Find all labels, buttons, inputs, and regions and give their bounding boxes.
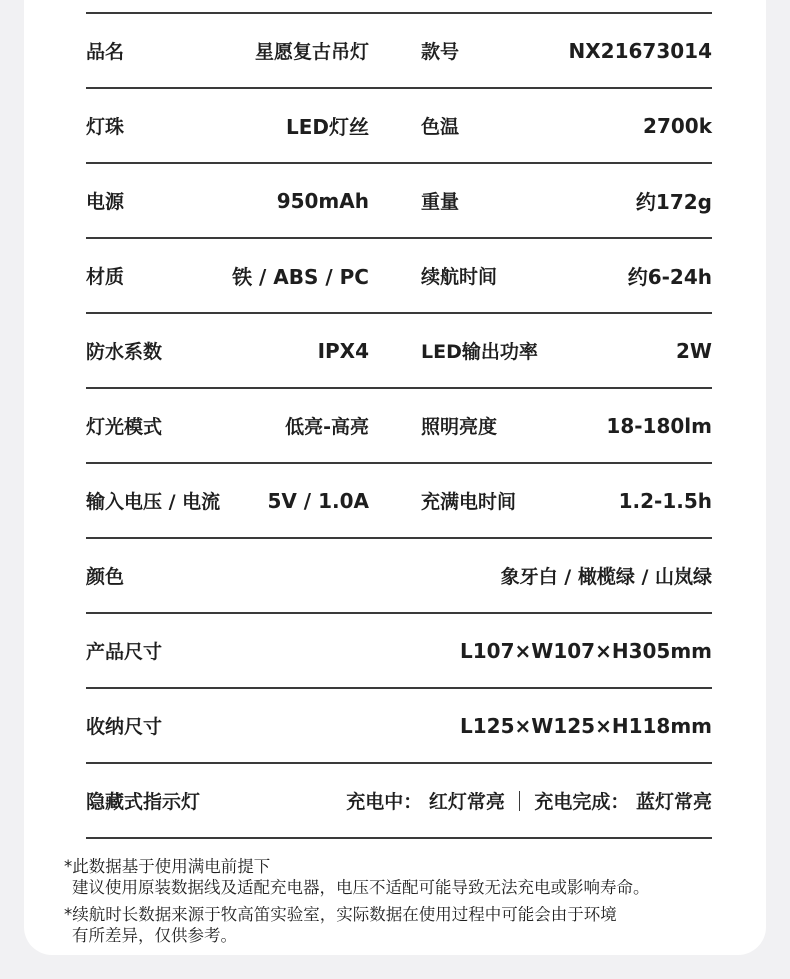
spec-value-color: 象牙白 / 橄榄绿 / 山岚绿 <box>500 566 712 588</box>
spec-label-power-source: 电源 <box>86 191 125 213</box>
spec-value-power-source: 950mAh <box>276 188 369 213</box>
spec-label-input: 输入电压 / 电流 <box>86 491 221 513</box>
spec-value-light-mode: 低亮-高亮 <box>285 416 369 438</box>
footnote <box>64 904 744 946</box>
spec-cell <box>421 261 712 290</box>
spec-cell <box>86 787 712 814</box>
spec-cell <box>421 37 712 64</box>
spec-value-color-temp: 2700k <box>643 113 712 138</box>
spec-label-product-size: 产品尺寸 <box>86 641 163 663</box>
spec-row-color <box>86 539 712 614</box>
spec-value-product-name: 星愿复古吊灯 <box>254 41 369 63</box>
spec-label-runtime: 续航时间 <box>421 266 498 288</box>
spec-row <box>86 164 712 239</box>
indicator-charging: 充电中： 红灯常亮 <box>346 791 505 813</box>
spec-row <box>86 314 712 389</box>
spec-table <box>86 12 712 839</box>
spec-label-storage-size: 收纳尺寸 <box>86 716 163 738</box>
spec-cell <box>86 562 712 589</box>
spec-cell <box>421 412 712 439</box>
spec-value-runtime: 约6-24h <box>627 265 712 289</box>
spec-cell <box>86 337 369 364</box>
spec-row <box>86 389 712 464</box>
spec-cell <box>421 487 712 514</box>
spec-value-waterproof: IPX4 <box>317 338 369 363</box>
spec-value-charge-time: 1.2-1.5h <box>618 488 712 513</box>
spec-cell <box>86 261 369 290</box>
spec-label-bulb: 灯珠 <box>86 116 125 138</box>
spec-label-brightness: 照明亮度 <box>421 416 498 438</box>
footnote-line: *此数据基于使用满电前提下 <box>64 857 271 876</box>
spec-row <box>86 464 712 539</box>
spec-cell <box>86 187 369 214</box>
spec-label-waterproof: 防水系数 <box>86 341 163 363</box>
spec-label-model: 款号 <box>421 41 460 63</box>
spec-row-product-size <box>86 614 712 689</box>
spec-label-color-temp: 色温 <box>421 116 460 138</box>
spec-cell <box>421 112 712 139</box>
spec-value-storage-size: L125×W125×H118mm <box>460 713 712 738</box>
spec-value-weight: 约172g <box>635 190 712 214</box>
spec-row <box>86 14 712 89</box>
spec-label-weight: 重量 <box>421 191 460 213</box>
footnote-line: *续航时长数据来源于牧高笛实验室，实际数据在使用过程中可能会由于环境 <box>64 905 617 924</box>
spec-label-led-power: LED输出功率 <box>421 341 538 363</box>
spec-value-product-size: L107×W107×H305mm <box>460 638 712 663</box>
footnote-line: 有所差异，仅供参考。 <box>72 926 237 945</box>
spec-row-storage-size <box>86 689 712 764</box>
footnote <box>64 856 744 898</box>
spec-label-indicator: 隐藏式指示灯 <box>86 791 201 813</box>
divider <box>519 791 521 811</box>
spec-cell <box>421 186 712 215</box>
spec-value-brightness: 18-180lm <box>606 413 712 438</box>
spec-value-model: NX21673014 <box>568 38 712 63</box>
footnotes <box>64 856 744 946</box>
spec-label-charge-time: 充满电时间 <box>421 491 517 513</box>
spec-cell <box>421 337 712 364</box>
spec-value-led-power: 2W <box>676 338 712 363</box>
spec-label-color: 颜色 <box>86 566 125 588</box>
spec-row <box>86 89 712 164</box>
spec-row <box>86 239 712 314</box>
footnote-line: 建议使用原装数据线及适配充电器，电压不适配可能导致无法充电或影响寿命。 <box>72 878 650 897</box>
spec-cell <box>86 111 369 140</box>
spec-label-light-mode: 灯光模式 <box>86 416 163 438</box>
indicator-status <box>346 787 712 814</box>
spec-label-product-name: 品名 <box>86 41 125 63</box>
spec-row-indicator <box>86 764 712 839</box>
spec-cell <box>86 637 712 664</box>
spec-value-bulb: LED灯丝 <box>285 115 369 139</box>
spec-value-input: 5V / 1.0A <box>267 488 369 513</box>
spec-label-material: 材质 <box>86 266 125 288</box>
spec-cell <box>86 487 369 514</box>
spec-value-material: 铁 / ABS / PC <box>232 265 369 289</box>
indicator-charged: 充电完成： 蓝灯常亮 <box>534 791 712 813</box>
spec-cell <box>86 37 369 64</box>
spec-cell <box>86 712 712 739</box>
spec-cell <box>86 412 369 439</box>
